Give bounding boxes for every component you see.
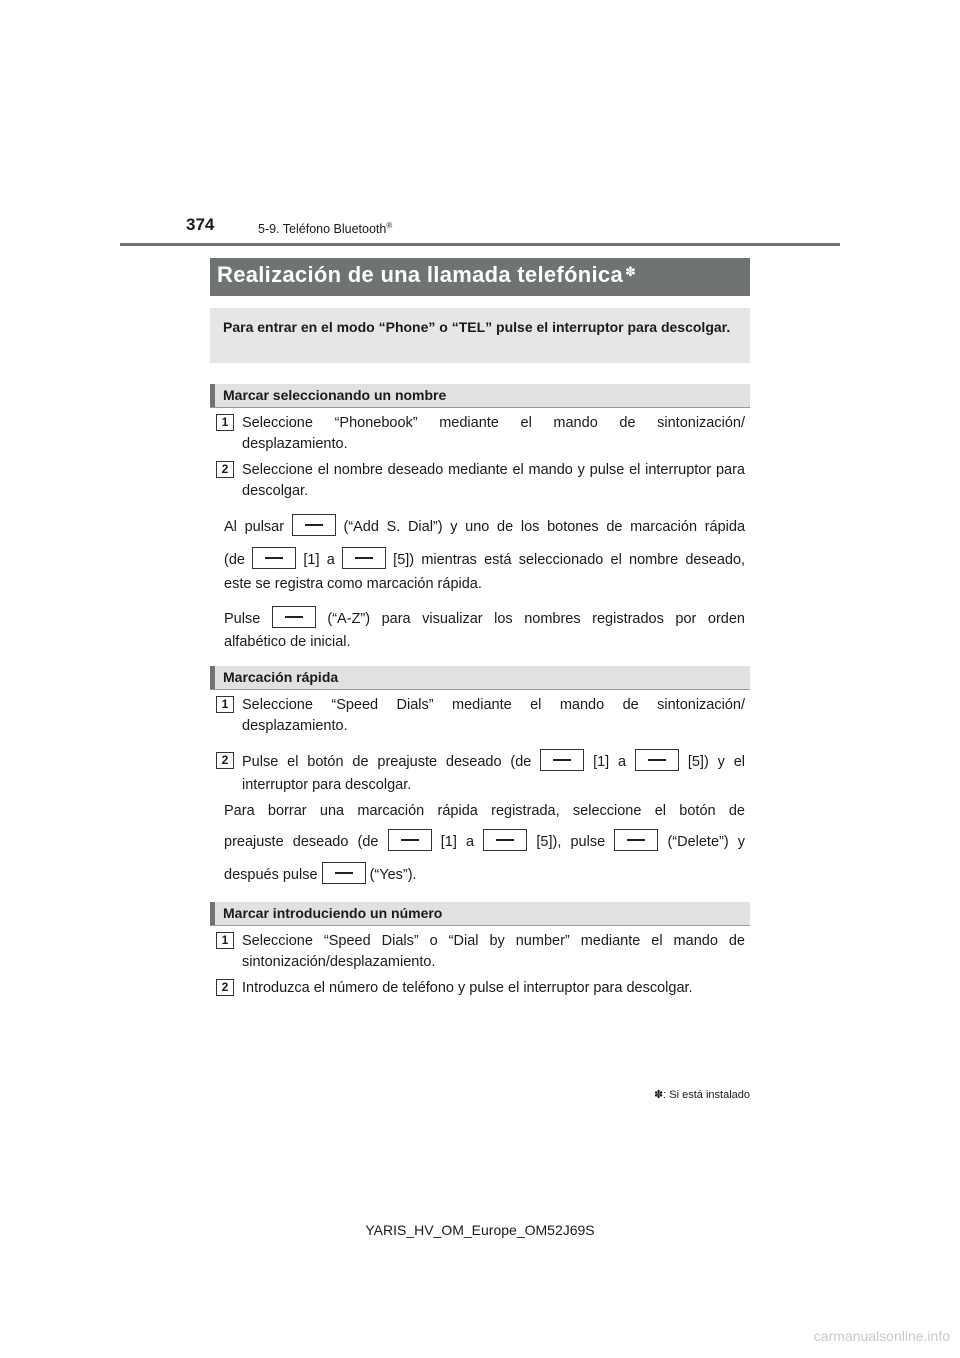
section-heading-name: [210, 384, 750, 408]
note-line: (de [1] a [5]) mientras está seleccionado el nombre deseado,: [224, 549, 745, 571]
watermark: carmanualsonline.info: [813, 1328, 950, 1344]
section-heading-speed-dial: [210, 666, 750, 690]
asterisk-icon: ✽: [625, 264, 637, 279]
intro-box: [210, 308, 750, 363]
footnote: [600, 1088, 750, 1101]
heading-accent: [210, 384, 215, 407]
key-button-icon: [483, 829, 527, 851]
note-line: después pulse (“Yes”).: [224, 864, 745, 886]
heading-accent: [210, 666, 215, 689]
note-line: Al pulsar (“Add S. Dial”) y uno de los botones de marcación rápida: [224, 516, 745, 538]
page-number: 374: [186, 215, 215, 234]
heading-accent: [210, 902, 215, 925]
section-heading-number: [210, 902, 750, 926]
section-heading-text: Marcar seleccionando un nombre: [223, 387, 447, 403]
note-paragraph: [224, 831, 745, 853]
key-button-icon: [388, 829, 432, 851]
key-button-icon: [614, 829, 658, 851]
key-button-icon: [635, 749, 679, 771]
note-paragraph: [224, 608, 745, 630]
footnote-text: : Si está instalado: [663, 1089, 750, 1101]
key-button-icon: [252, 547, 296, 569]
note-line: alfabético de inicial.: [224, 634, 351, 650]
step-paragraph: [242, 751, 745, 773]
step-text: Seleccione el nombre deseado mediante el mando y pulse el interruptor para descolgar.: [242, 462, 745, 499]
note-line: Pulse (“A-Z”) para visualizar los nombres registrados por orden: [224, 608, 745, 630]
key-button-icon: [292, 514, 336, 536]
note-line: Para borrar una marcación rápida registrada, seleccione el botón de: [224, 803, 745, 819]
key-button-icon: [342, 547, 386, 569]
step-text: Seleccione “Phonebook” mediante el mando de sintonización/ desplazamiento.: [242, 415, 745, 452]
step-number: 1: [216, 932, 234, 949]
header-rule: [120, 243, 840, 246]
step-line: interruptor para descolgar.: [242, 777, 412, 793]
page-title: [210, 258, 750, 296]
step-number: 2: [216, 752, 234, 769]
step-line: Pulse el botón de preajuste deseado (de [1] a [5]) y el: [242, 751, 745, 773]
key-button-icon: [540, 749, 584, 771]
section-heading-text: Marcar introduciendo un número: [223, 905, 443, 921]
step-number: 1: [216, 414, 234, 431]
section-label: [258, 221, 392, 236]
note-line: preajuste deseado (de [1] a [5]), pulse (“Delete”) y: [224, 831, 745, 853]
step-text: Introduzca el número de teléfono y pulse el interruptor para descolgar.: [242, 980, 693, 996]
note-line: este se registra como marcación rápida.: [224, 576, 482, 592]
key-button-icon: [322, 862, 366, 884]
key-button-icon: [272, 606, 316, 628]
registered-mark: ®: [386, 221, 393, 230]
document-code: YARIS_HV_OM_Europe_OM52J69S: [365, 1222, 595, 1238]
step-number: 2: [216, 461, 234, 478]
step-text: Seleccione “Speed Dials” o “Dial by number” mediante el mando de sintonización/desplazamiento.: [242, 933, 745, 970]
note-paragraph: [224, 516, 745, 538]
step-text: Seleccione “Speed Dials” mediante el mando de sintonización/ desplazamiento.: [242, 697, 745, 734]
section-label-text: 5-9. Teléfono Bluetooth: [258, 222, 387, 237]
step-number: 1: [216, 696, 234, 713]
asterisk-icon: ✽: [653, 1089, 664, 1101]
intro-text: Para entrar en el modo “Phone” o “TEL” pulse el interruptor para descolgar.: [223, 319, 731, 335]
page-title-text: Realización de una llamada telefónica: [217, 262, 624, 287]
step-number: 2: [216, 979, 234, 996]
note-paragraph: [224, 549, 745, 571]
section-heading-text: Marcación rápida: [223, 669, 339, 685]
note-paragraph: [224, 801, 745, 822]
